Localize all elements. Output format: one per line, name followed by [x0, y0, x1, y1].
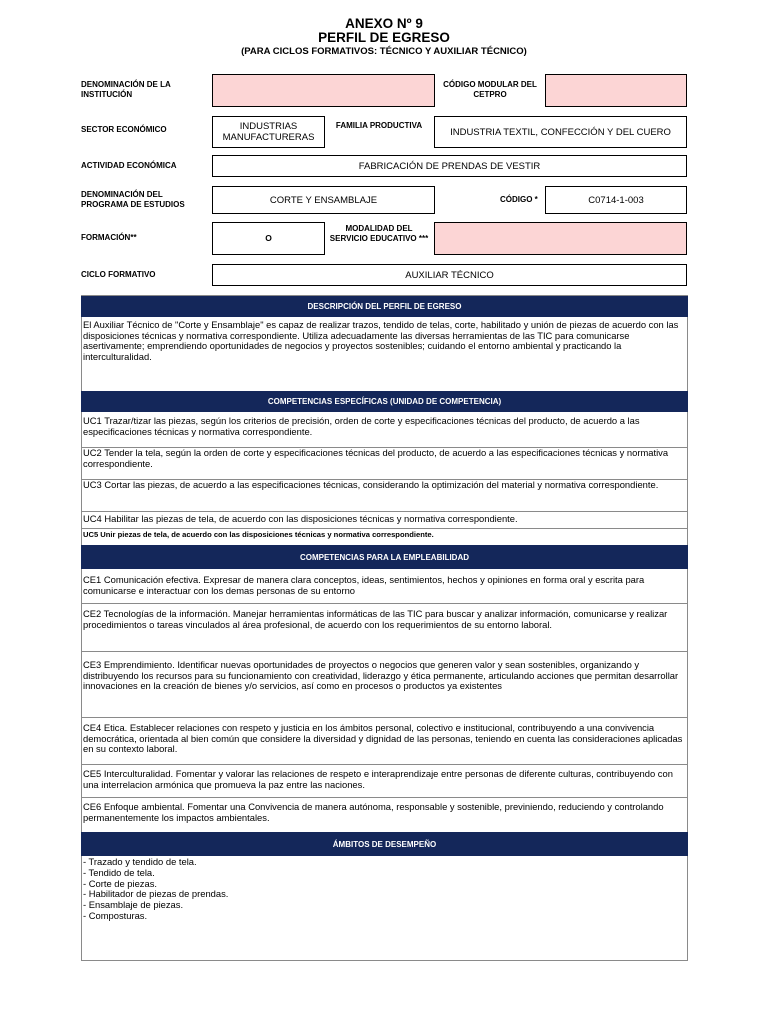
- list-item: - Trazado y tendido de tela.: [83, 856, 197, 867]
- list-item: - Habilitador de piezas de prendas.: [83, 888, 229, 900]
- codigo-modular-label: CÓDIGO MODULAR DEL CETPRO: [443, 80, 537, 99]
- ce3-text: CE3 Emprendimiento. Identificar nuevas oportunidades de proyectos o negocios que generen valor y sean sostenibles, organizando y distribuyendo los recursos para su funcionamiento con creatividad, liderazgo y ética permanente, articulando acciones que permitan desarrollar innovaciones en la creación de bienes y/o servicios, así como en procesos o productos ya existentes: [83, 659, 679, 692]
- ce2-text: CE2 Tecnologías de la información. Manejar herramientas informáticas de las TIC para buscar y analizar información, comunicarse y realizar procedimientos o tareas vinculados al área profesional, de acuerdo con los requerimientos de su entorno laboral.: [83, 608, 668, 630]
- ce1-text: CE1 Comunicación efectiva. Expresar de manera clara conceptos, ideas, sentimientos, hechos y opiniones en forma oral y escrita para comunicarse e interactuar con los demas personas de su entorno: [83, 574, 645, 596]
- institucion-label: DENOMINACIÓN DE LA INSTITUCIÓN: [81, 80, 171, 99]
- ce6-text: CE6 Enfoque ambiental. Fomentar una Convivencia de manera autónoma, responsable y sostenible, previniendo, reduciendo y controlando permanentemente los impactos ambientales.: [83, 801, 664, 823]
- profile-title: PERFIL DE EGRESO: [318, 30, 450, 45]
- list-item: - Tendido de tela.: [83, 866, 155, 878]
- divider: [81, 717, 688, 718]
- uc3-text: UC3 Cortar las piezas, de acuerdo a las especificaciones técnicas, considerando la optimización del material y normativa correspondiente.: [83, 479, 659, 490]
- formacion-label: FORMACIÓN**: [81, 233, 137, 242]
- list-item: - Corte de piezas.: [83, 877, 157, 889]
- sector-label: SECTOR ECONÓMICO: [81, 125, 167, 134]
- modalidad-label: MODALIDAD DEL SERVICIO EDUCATIVO ***: [329, 224, 429, 243]
- especificas-header: COMPETENCIAS ESPECÍFICAS (UNIDAD DE COMPETENCIA): [81, 391, 688, 412]
- ce4-text: CE4 Etica. Establecer relaciones con respeto y justicia en los ámbitos personal, colectivo e institucional, contribuyendo a una convivencia democrática, orientada al bien común que considere la diversidad y dignidad de las personas, teniendo en cuenta las consideraciones aplicadas en su contexto laboral.: [83, 722, 683, 755]
- divider: [81, 764, 688, 765]
- ambitos-header: ÁMBITOS DE DESEMPEÑO: [81, 832, 688, 856]
- divider: [81, 651, 688, 652]
- modalidad-field[interactable]: [434, 222, 687, 255]
- codigo-label: CÓDIGO *: [500, 195, 538, 204]
- formacion-field[interactable]: O: [212, 222, 325, 255]
- divider: [81, 603, 688, 604]
- divider: [81, 528, 688, 529]
- profile-subtitle: (PARA CICLOS FORMATIVOS: TÉCNICO Y AUXILIAR TÉCNICO): [241, 46, 527, 57]
- familia-field[interactable]: INDUSTRIA TEXTIL, CONFECCIÓN Y DEL CUERO: [434, 116, 687, 148]
- ciclo-field[interactable]: AUXILIAR TÉCNICO: [212, 264, 687, 286]
- actividad-field[interactable]: FABRICACIÓN DE PRENDAS DE VESTIR: [212, 155, 687, 177]
- uc5-text: UC5 Unir piezas de tela, de acuerdo con las disposiciones técnicas y normativa correspondiente.: [83, 530, 434, 539]
- perfil-header: DESCRIPCIÓN DEL PERFIL DE EGRESO: [81, 296, 688, 317]
- institucion-field[interactable]: [212, 74, 435, 107]
- codigo-modular-field[interactable]: [545, 74, 687, 107]
- annex-title: ANEXO Nº 9: [345, 16, 423, 31]
- empleabilidad-header: COMPETENCIAS PARA LA EMPLEABILIDAD: [81, 545, 688, 569]
- uc4-text: UC4 Habilitar las piezas de tela, de acuerdo con las disposiciones técnicas y normativa correspondiente.: [83, 513, 518, 524]
- codigo-field[interactable]: C0714-1-003: [545, 186, 687, 214]
- programa-field[interactable]: CORTE Y ENSAMBLAJE: [212, 186, 435, 214]
- ciclo-label: CICLO FORMATIVO: [81, 270, 156, 279]
- programa-label: DENOMINACIÓN DEL PROGRAMA DE ESTUDIOS: [81, 190, 185, 209]
- uc1-text: UC1 Trazar/tizar las piezas, según los criterios de precisión, orden de corte y especificaciones técnicas del producto, de acuerdo a las especificaciones técnicas y normativa correspondiente.: [83, 415, 640, 437]
- perfil-description: El Auxiliar Técnico de "Corte y Ensamblaje" es capaz de realizar trazos, tendido de telas, corte, habilitado y unión de piezas de acuerdo con las disposiciones técnicas y normativa correspondiente. Utiliza adecuadamente las diversas herramientas de las TIC para comunicarse asertivamente; emprendiendo oportunidades de negocios y proyectos sostenibles; cuidando el entorno ambiental y practicando la interculturalidad.: [83, 319, 679, 362]
- divider: [81, 797, 688, 798]
- ce5-text: CE5 Interculturalidad. Fomentar y valorar las relaciones de respeto e interaprendizaje entre personas de diferente culturas, contribuyendo con una interrelacion armónica que promueva la paz entre las naciones.: [83, 768, 673, 790]
- divider: [81, 511, 688, 512]
- list-item: - Ensamblaje de piezas.: [83, 899, 184, 911]
- sector-field[interactable]: INDUSTRIAS MANUFACTURERAS: [212, 116, 325, 148]
- actividad-label: ACTIVIDAD ECONÓMICA: [81, 161, 177, 170]
- uc2-text: UC2 Tender la tela, según la orden de corte y especificaciones técnicas del producto, de acuerdo a las especificaciones técnicas y normativa correspondiente.: [83, 447, 669, 469]
- list-item: - Composturas.: [83, 909, 148, 921]
- familia-label: FAMILIA PRODUCTIVA: [335, 121, 423, 130]
- ambitos-list: [83, 857, 686, 922]
